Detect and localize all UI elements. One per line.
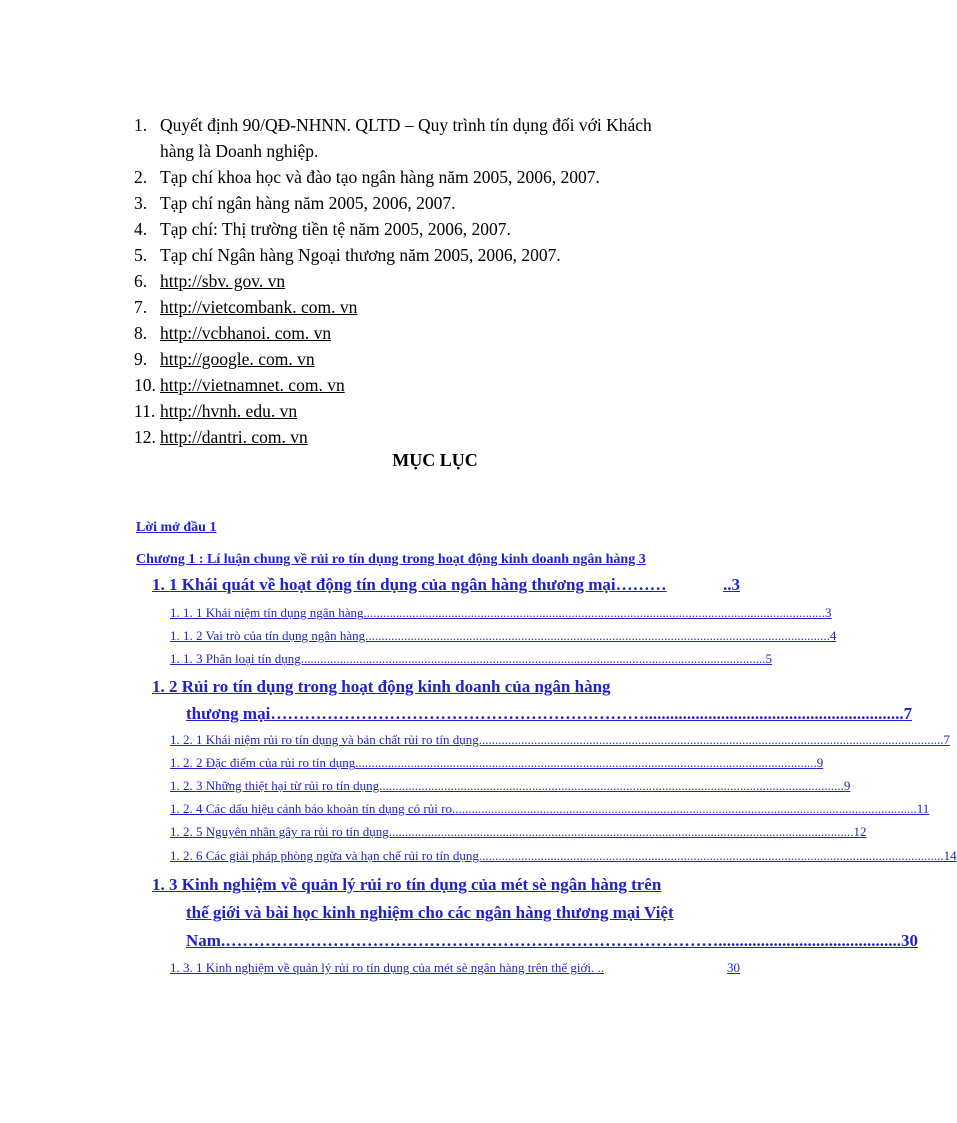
toc-page-number: 14 <box>943 848 957 863</box>
toc-page-number: 3 <box>825 605 832 620</box>
reference-text: Tạp chí ngân hàng năm 2005, 2006, 2007. <box>160 193 456 213</box>
toc-page-number: 30 <box>900 931 918 950</box>
reference-item <box>134 164 754 190</box>
toc-leader-dots: .............................................................................................................................................. <box>363 605 826 620</box>
toc-entry-text: 1. 2. 3 Những thiệt hại từ rủi ro tín dụng. <box>170 778 383 793</box>
toc-leader-dots: ……………………………………………………………………………........................................... <box>225 931 901 950</box>
reference-number: 9. <box>134 349 148 369</box>
toc-title: MỤC LỤC <box>392 450 478 470</box>
toc-leader-dots: .............................................................................................................................................. <box>455 801 917 816</box>
toc-page-number: 30 <box>727 960 740 975</box>
toc-entry-1-2-5[interactable] <box>170 824 867 840</box>
toc-entry-1-2-4[interactable] <box>170 801 930 817</box>
reference-number: 4. <box>134 219 148 239</box>
toc-entry-1-2-3[interactable] <box>170 778 851 794</box>
toc-entry-text: 1. 1. 1 Khái niệm tín dụng ngân hàng <box>170 605 364 620</box>
reference-number: 10. <box>134 375 156 395</box>
reference-link[interactable]: http://vietcombank. com. vn <box>160 297 358 317</box>
toc-leader-dots: …………………………………………………………............................................................. <box>270 704 904 723</box>
toc-leader-dots: .............................................................................................................................................. <box>355 755 817 770</box>
toc-page-number: 9 <box>843 778 851 793</box>
reference-item <box>134 190 754 216</box>
toc-page-number: 11 <box>916 801 930 816</box>
reference-link[interactable]: http://dantri. com. vn <box>160 427 308 447</box>
toc-leader-dots: .............................................................................................................................................. <box>392 824 854 839</box>
reference-link[interactable]: http://google. com. vn <box>160 349 315 369</box>
toc-entry-1-2-continuation[interactable] <box>186 704 913 724</box>
reference-link[interactable]: http://vietnamnet. com. vn <box>160 375 345 395</box>
reference-item <box>134 372 754 398</box>
toc-leader-dots: .............................................................................................................................................. <box>382 778 844 793</box>
reference-item <box>134 346 754 372</box>
reference-text: hàng là Doanh nghiệp. <box>160 141 319 161</box>
reference-number: 3. <box>134 193 148 213</box>
reference-number: 11. <box>134 401 156 421</box>
toc-page-number: 5 <box>765 651 772 666</box>
toc-entry-text: 1. 1 Khái quát về hoạt động tín dụng của ngân hàng thương mại <box>152 575 616 594</box>
reference-number: 6. <box>134 271 148 291</box>
reference-number: 8. <box>134 323 148 343</box>
reference-number: 5. <box>134 245 148 265</box>
reference-list <box>134 112 754 450</box>
toc-page-number: 7 <box>943 732 950 747</box>
toc-page-number: 7 <box>903 704 913 723</box>
toc-entry-1-3[interactable]: 1. 3 Kinh nghiệm về quản lý rủi ro tín dụng của mét sè ngân hàng trên <box>152 875 662 894</box>
toc-leader-dots: .............................................................................................................................................. <box>368 628 830 643</box>
reference-link[interactable]: http://sbv. gov. vn <box>160 271 286 291</box>
toc-entry-1-3-continuation[interactable]: thế giới và bài học kinh nghiệm cho các ngân hàng thương mại Việt <box>186 903 674 922</box>
reference-link[interactable]: http://hvnh. edu. vn <box>160 401 298 421</box>
reference-text: Tạp chí: Thị trường tiền tệ năm 2005, 2006, 2007. <box>160 219 511 239</box>
toc-entry-intro[interactable]: Lời mở đầu 1 <box>136 520 217 535</box>
toc-entry-text: 1. 3. 1 Kinh nghiệm về quản lý rủi ro tín dụng của mét sè ngân hàng trên thế giới. .. <box>170 960 604 975</box>
toc-entry-text: 1. 2. 1 Khái niệm rủi ro tín dụng và bản chất rủi ro tín dụng. <box>170 732 482 747</box>
toc-entry-1-1-3[interactable] <box>170 651 772 667</box>
reference-text: Tạp chí khoa học và đào tạo ngân hàng năm 2005, 2006, 2007. <box>160 167 600 187</box>
toc-entry-text: 1. 2. 5 Nguyên nhân gây ra rủi ro tín dụng. <box>170 824 393 839</box>
toc-leader-dots: .............................................................................................................................................. <box>303 651 766 666</box>
toc-page-number: ..3 <box>723 575 740 594</box>
reference-link[interactable]: http://vcbhanoi. com. vn <box>160 323 332 343</box>
toc-entry-1-2-6[interactable] <box>170 848 957 864</box>
toc-entry-text: thương mại <box>186 704 271 723</box>
reference-item <box>134 242 754 268</box>
toc-page-number: 4 <box>829 628 837 643</box>
toc-entry-1-2-1[interactable] <box>170 732 950 748</box>
toc-entry-chapter-1[interactable]: Chương 1 : Lí luận chung về rủi ro tín dụng trong hoạt động kinh doanh ngân hàng 3 <box>136 552 646 567</box>
reference-item <box>134 398 754 424</box>
reference-number: 1. <box>134 115 148 135</box>
toc-page-number: 12 <box>853 824 867 839</box>
toc-entry-text: 1. 2. 6 Các giải pháp phòng ngừa và hạn chế rủi ro tín dụng. <box>170 848 483 863</box>
reference-item <box>134 320 754 346</box>
toc-entry-text: Nam. <box>186 931 226 950</box>
toc-entry-1-1-2[interactable] <box>170 628 837 644</box>
toc-entry-1-3-continuation-2[interactable] <box>186 931 918 951</box>
toc-entry-1-3-1[interactable] <box>170 960 740 976</box>
toc-entry-text: 1. 1. 3 Phân loại tín dụng. <box>170 651 304 666</box>
toc-entry-1-2-2[interactable] <box>170 755 824 771</box>
toc-entry-text: 1. 2. 2 Đặc điểm của rủi ro tín dụng <box>170 755 356 770</box>
toc-entry-1-1[interactable] <box>152 575 740 595</box>
reference-item <box>134 268 754 294</box>
toc-leader-dots: .............................................................................................................................................. <box>482 848 944 863</box>
toc-leader-dots: ……… <box>615 575 667 594</box>
toc-entry-1-1-1[interactable] <box>170 605 832 621</box>
reference-item <box>134 216 754 242</box>
reference-text: Tạp chí Ngân hàng Ngoại thương năm 2005, 2006, 2007. <box>160 245 561 265</box>
toc-leader-dots: .............................................................................................................................................. <box>481 732 944 747</box>
reference-item <box>134 294 754 320</box>
reference-text: Quyết định 90/QĐ-NHNN. QLTD – Quy trình tín dụng đối với Khách <box>160 115 652 135</box>
reference-number: 12. <box>134 427 156 447</box>
toc-page-number: 9 <box>816 755 824 770</box>
reference-item <box>134 424 754 450</box>
toc-entry-text: 1. 2. 4 Các dấu hiệu cảnh báo khoản tín dụng có rủi ro. <box>170 801 456 816</box>
reference-item <box>134 112 754 138</box>
toc-entry-text: 1. 1. 2 Vai trò của tín dụng ngân hàng. <box>170 628 369 643</box>
reference-number: 2. <box>134 167 148 187</box>
toc-entry-1-2[interactable]: 1. 2 Rủi ro tín dụng trong hoạt động kinh doanh của ngân hàng <box>152 677 611 696</box>
reference-number: 7. <box>134 297 148 317</box>
reference-item-continuation <box>134 138 754 164</box>
